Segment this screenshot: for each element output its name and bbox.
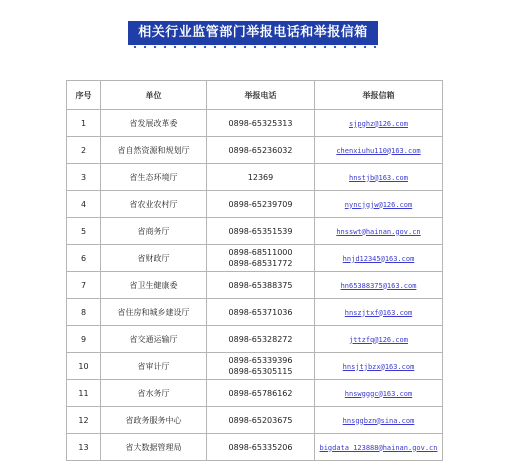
row-unit: 省卫生健康委: [101, 272, 207, 299]
phone-number: 0898-68531772: [228, 259, 293, 268]
row-email: [315, 326, 443, 353]
row-email: [315, 434, 443, 461]
header-unit: 单位: [101, 81, 207, 110]
row-seq: 5: [67, 218, 101, 245]
row-phone: [207, 245, 315, 272]
row-email: [315, 245, 443, 272]
table-header-row: [67, 81, 443, 110]
row-unit: 省政务服务中心: [101, 407, 207, 434]
row-email: [315, 191, 443, 218]
row-phone: [207, 191, 315, 218]
page-title: 相关行业监管部门举报电话和举报信箱: [128, 21, 378, 45]
phone-number: 0898-65239709: [228, 199, 293, 209]
row-phone: [207, 137, 315, 164]
table-row: [67, 164, 443, 191]
row-phone: [207, 110, 315, 137]
phone-number: 0898-65335206: [228, 442, 293, 452]
email-link[interactable]: hnsjtjbzx@163.com: [342, 362, 415, 371]
row-seq: 6: [67, 245, 101, 272]
email-link[interactable]: chenxiuhu110@163.com: [336, 146, 421, 155]
phone-number: 0898-65328272: [228, 334, 293, 344]
phone-number: 0898-65786162: [228, 388, 293, 398]
row-unit: 省农业农村厅: [101, 191, 207, 218]
row-seq: 12: [67, 407, 101, 434]
header-seq: 序号: [67, 81, 101, 110]
row-unit: 省审计厅: [101, 353, 207, 380]
row-unit: 省水务厅: [101, 380, 207, 407]
table-row: [67, 218, 443, 245]
phone-number: 0898-65388375: [228, 280, 293, 290]
row-email: [315, 137, 443, 164]
row-email: [315, 380, 443, 407]
email-link[interactable]: bigdata_123888@hainan.gov.cn: [319, 443, 438, 452]
row-unit: 省商务厅: [101, 218, 207, 245]
header-phone: 举报电话: [207, 81, 315, 110]
table-row: [67, 137, 443, 164]
phone-number: 12369: [247, 172, 274, 182]
email-link[interactable]: hnstjb@163.com: [348, 173, 408, 182]
email-link[interactable]: nyncjgjw@126.com: [344, 200, 413, 209]
email-link[interactable]: jttzfq@126.com: [348, 335, 408, 344]
phone-number: 0898-65325313: [228, 118, 293, 128]
phone-number: 0898-65351539: [228, 226, 293, 236]
table-row: [67, 191, 443, 218]
row-seq: 7: [67, 272, 101, 299]
row-seq: 2: [67, 137, 101, 164]
row-email: [315, 299, 443, 326]
row-unit: 省住房和城乡建设厅: [101, 299, 207, 326]
email-link[interactable]: hn65388375@163.com: [340, 281, 417, 290]
row-unit: 省生态环境厅: [101, 164, 207, 191]
row-unit: 省交通运输厅: [101, 326, 207, 353]
header-email: 举报信箱: [315, 81, 443, 110]
row-seq: 4: [67, 191, 101, 218]
phone-number: 0898-65203675: [228, 415, 293, 425]
row-email: [315, 407, 443, 434]
row-phone: [207, 407, 315, 434]
row-phone: [207, 380, 315, 407]
row-phone: [207, 299, 315, 326]
row-email: [315, 218, 443, 245]
email-link[interactable]: hnswgggc@163.com: [344, 389, 413, 398]
row-email: [315, 110, 443, 137]
table-row: [67, 407, 443, 434]
email-link[interactable]: sjpghz@126.com: [348, 119, 408, 128]
email-link[interactable]: hnjd12345@163.com: [342, 254, 415, 263]
row-seq: 3: [67, 164, 101, 191]
phone-number: 0898-65371036: [228, 307, 293, 317]
title-dotted-divider: [130, 45, 376, 49]
email-link[interactable]: hnsswt@hainan.gov.cn: [336, 227, 421, 236]
row-unit: 省大数据管理局: [101, 434, 207, 461]
table-row: [67, 110, 443, 137]
phone-number: 0898-65305115: [228, 367, 293, 376]
row-seq: 10: [67, 353, 101, 380]
row-phone: [207, 164, 315, 191]
row-phone: [207, 434, 315, 461]
table-row: [67, 380, 443, 407]
row-email: [315, 353, 443, 380]
row-email: [315, 164, 443, 191]
row-unit: 省发展改革委: [101, 110, 207, 137]
phone-number: 0898-68511000: [228, 248, 293, 257]
phone-number: 0898-65236032: [228, 145, 293, 155]
report-contacts-table: [66, 80, 443, 461]
row-phone: [207, 326, 315, 353]
row-email: [315, 272, 443, 299]
table-row: [67, 272, 443, 299]
email-link[interactable]: hnszjtxf@163.com: [344, 308, 413, 317]
row-seq: 11: [67, 380, 101, 407]
row-seq: 1: [67, 110, 101, 137]
table-row: [67, 326, 443, 353]
email-link[interactable]: hnsggbzn@sina.com: [342, 416, 415, 425]
row-phone: [207, 272, 315, 299]
table-row: [67, 434, 443, 461]
row-phone: [207, 353, 315, 380]
table-body: [67, 110, 443, 461]
row-unit: 省财政厅: [101, 245, 207, 272]
table-row: [67, 245, 443, 272]
row-seq: 8: [67, 299, 101, 326]
phone-number: 0898-65339396: [228, 356, 293, 365]
table-row: [67, 299, 443, 326]
row-unit: 省自然资源和规划厅: [101, 137, 207, 164]
row-seq: 9: [67, 326, 101, 353]
row-seq: 13: [67, 434, 101, 461]
table-row: [67, 353, 443, 380]
row-phone: [207, 218, 315, 245]
